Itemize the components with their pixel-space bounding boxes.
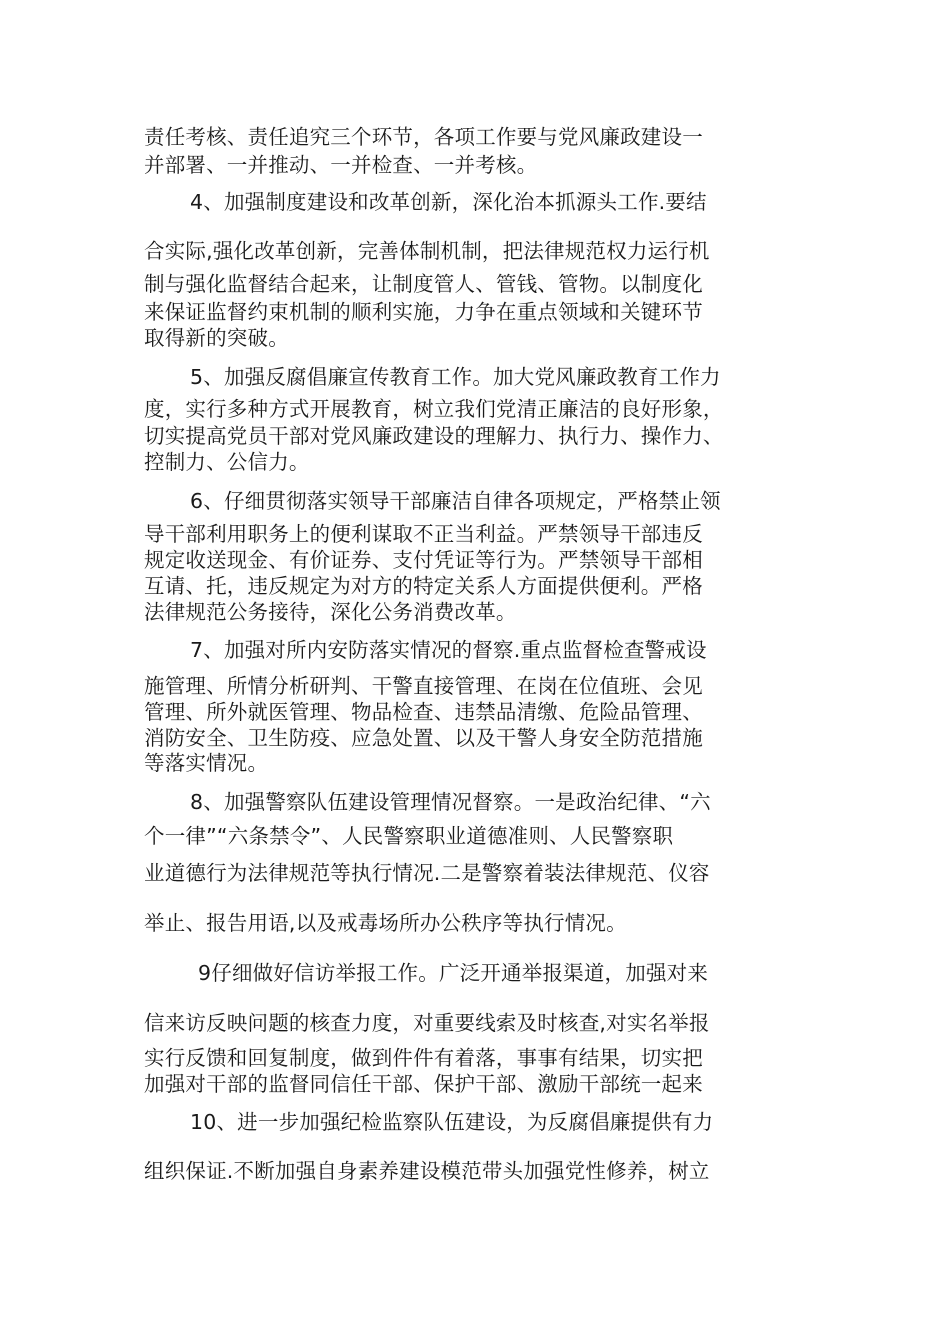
- paragraph-start-8: 8、加强警察队伍建设管理情况督察。一是政治纪律、“六: [190, 790, 711, 814]
- text-line: 来保证监督约束机制的顺利实施，力争在重点领域和关键环节: [144, 300, 703, 324]
- text-line: 消防安全、卫生防疫、应急处置、以及干警人身安全防范措施: [144, 726, 703, 750]
- text-line: 责任考核、责任追究三个环节，各项工作要与党风廉政建设一: [144, 125, 703, 149]
- text-line: 控制力、公信力。: [144, 450, 310, 474]
- text-line: 互请、托，违反规定为对方的特定关系人方面提供便利。严格: [144, 574, 703, 598]
- paragraph-start-4: 4、加强制度建设和改革创新，深化治本抓源头工作.要结: [190, 190, 707, 214]
- text-line: 制与强化监督结合起来，让制度管人、管钱、管物。以制度化: [144, 272, 703, 296]
- text-line: 信来访反映问题的核查力度，对重要线索及时核查,对实名举报: [144, 1011, 710, 1035]
- text-line: 施管理、所情分析研判、干警直接管理、在岗在位值班、会见: [144, 674, 703, 698]
- text-line: 实行反馈和回复制度，做到件件有着落，事事有结果，切实把: [144, 1046, 703, 1070]
- text-line: 管理、所外就医管理、物品检查、违禁品清缴、危险品管理、: [144, 700, 703, 724]
- paragraph-start-10: 10、进一步加强纪检监察队伍建设，为反腐倡廉提供有力: [190, 1110, 714, 1134]
- text-line: 规定收送现金、有价证券、支付凭证等行为。严禁领导干部相: [144, 548, 703, 572]
- text-line: 合实际,强化改革创新，完善体制机制，把法律规范权力运行机: [144, 239, 710, 263]
- text-line: 个一律”“六条禁令”、人民警察职业道德准则、人民警察职: [144, 824, 674, 848]
- text-line: 举止、报告用语,以及戒毒场所办公秩序等执行情况。: [144, 911, 627, 935]
- text-line: 切实提高党员干部对党风廉政建设的理解力、执行力、操作力、: [144, 424, 724, 448]
- text-line: 取得新的突破。: [144, 326, 289, 350]
- text-line: 法律规范公务接待，深化公务消费改革。: [144, 600, 517, 624]
- text-line: 业道德行为法律规范等执行情况.二是警察着装法律规范、仪容: [144, 861, 710, 885]
- paragraph-start-5: 5、加强反腐倡廉宣传教育工作。加大党风廉政教育工作力: [190, 365, 721, 389]
- text-line: 加强对干部的监督同信任干部、保护干部、激励干部统一起来: [144, 1072, 703, 1096]
- text-line: 导干部利用职务上的便利谋取不正当利益。严禁领导干部违反: [144, 522, 703, 546]
- paragraph-start-7: 7、加强对所内安防落实情况的督察.重点监督检查警戒设: [190, 638, 707, 662]
- paragraph-start-6: 6、仔细贯彻落实领导干部廉洁自律各项规定，严格禁止领: [190, 489, 721, 513]
- text-line: 组织保证.不断加强自身素养建设模范带头加强党性修养，树立: [144, 1159, 710, 1183]
- text-line: 等落实情况。: [144, 751, 269, 775]
- text-line: 并部署、一并推动、一并检查、一并考核。: [144, 153, 538, 177]
- paragraph-start-9: 9仔细做好信访举报工作。广泛开通举报渠道，加强对来: [198, 961, 709, 985]
- text-line: 度，实行多种方式开展教育，树立我们党清正廉洁的良好形象，: [144, 397, 724, 421]
